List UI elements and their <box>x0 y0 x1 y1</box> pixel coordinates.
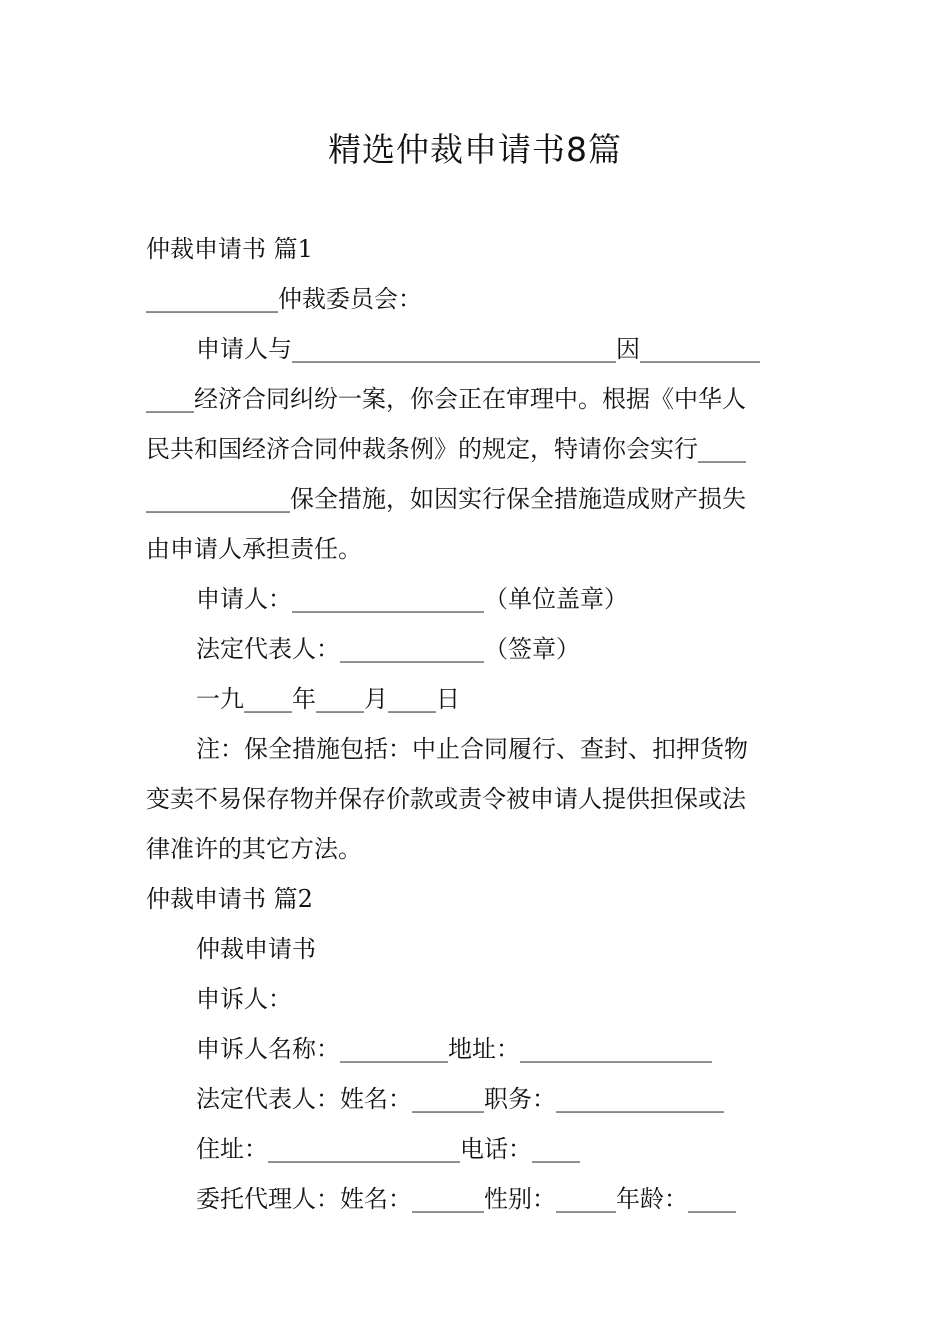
body-paragraph-line: 民共和国经济合同仲裁条例》的规定，特请你会实行____ <box>146 435 746 463</box>
body-paragraph-line: ____经济合同纠纷一案，你会正在审理中。根据《中华人 <box>146 385 746 413</box>
legal-rep-signature-line: 法定代表人：____________（签章） <box>196 635 580 663</box>
date-line: 一九____年____月____日 <box>196 685 460 713</box>
section-heading: 仲裁申请书 篇2 <box>146 885 313 913</box>
note-line: 律准许的其它方法。 <box>146 835 362 863</box>
section-heading: 仲裁申请书 篇1 <box>146 235 313 263</box>
applicant-signature-line: 申请人：________________（单位盖章） <box>196 585 628 613</box>
note-line: 注：保全措施包括：中止合同履行、查封、扣押货物 <box>196 735 748 763</box>
appellant-label: 申诉人： <box>196 985 292 1013</box>
address-phone-line: 住址：________________电话：____ <box>196 1135 580 1163</box>
note-line: 变卖不易保存物并保存价款或责令被申请人提供担保或法 <box>146 785 746 813</box>
body-paragraph-line: ____________保全措施，如因实行保全措施造成财产损失 <box>146 485 746 513</box>
body-paragraph-line: 申请人与___________________________因__________ <box>196 335 760 363</box>
document-body <box>146 224 810 1224</box>
body-paragraph-line: 由申请人承担责任。 <box>146 535 362 563</box>
addressee-line: ___________仲裁委员会： <box>146 285 422 313</box>
form-title: 仲裁申请书 <box>196 935 316 963</box>
document-title: 精选仲裁申请书8篇 <box>328 130 622 169</box>
agent-line: 委托代理人：姓名：______性别：_____年龄：____ <box>196 1185 736 1213</box>
appellant-name-line: 申诉人名称：_________地址：________________ <box>196 1035 712 1063</box>
legal-rep-line: 法定代表人：姓名：______职务：______________ <box>196 1085 724 1113</box>
